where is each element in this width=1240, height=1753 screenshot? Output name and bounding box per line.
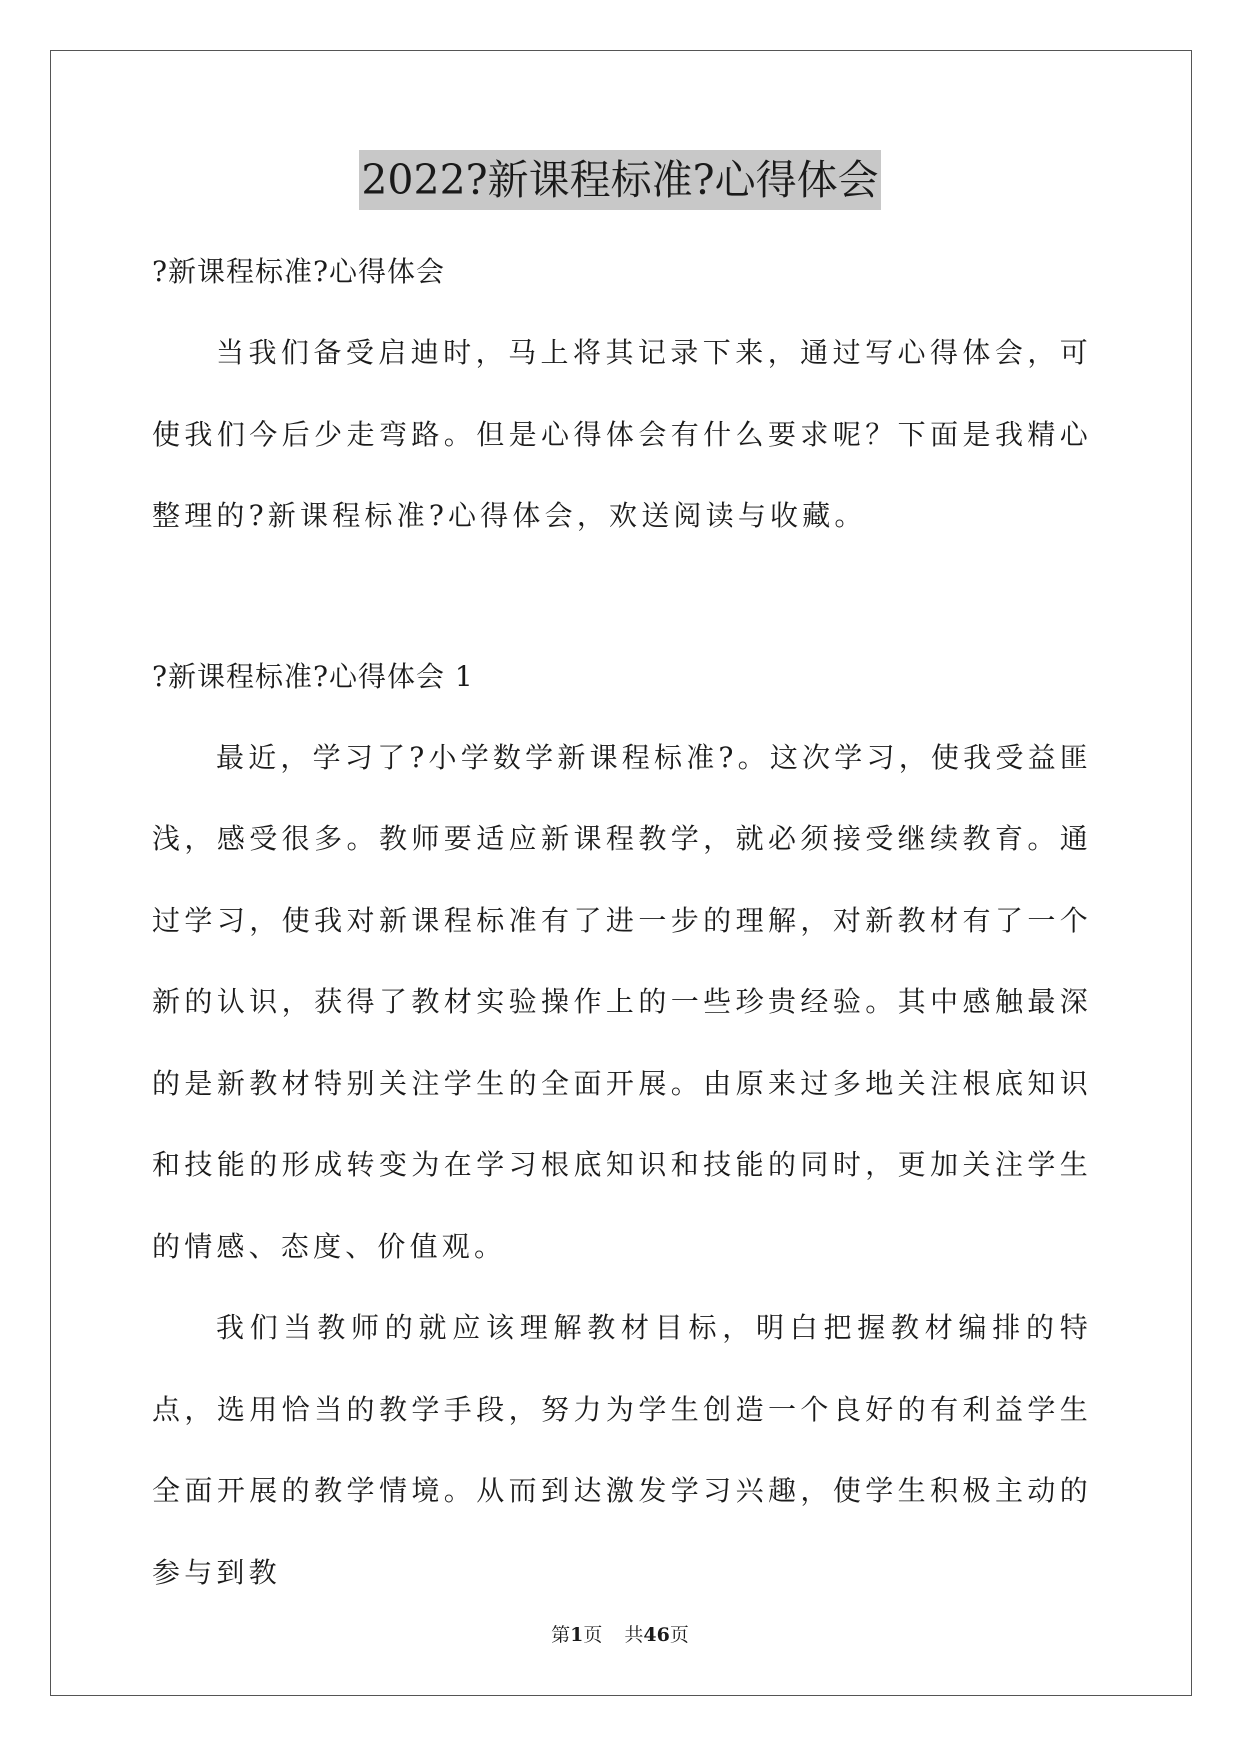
page-prefix: 第 — [551, 1624, 571, 1646]
intro-heading: ?新课程标准?心得体会 — [152, 255, 446, 288]
total-prefix: 共 — [624, 1624, 644, 1646]
document-body — [152, 232, 1092, 1613]
page-footer — [0, 1620, 1240, 1650]
section1-heading: ?新课程标准?心得体会 1 — [152, 659, 474, 693]
section-spacer — [152, 557, 1092, 637]
total-pages: 46 — [643, 1624, 670, 1646]
document-title: 2022?新课程标准?心得体会 — [359, 150, 880, 210]
title-container — [0, 150, 1240, 210]
section1-paragraph-2: 我们当教师的就应该理解教材目标，明白把握教材编排的特点，选用恰当的教学手段，努力为学生创造一个良好的有利益学生全面开展的教学情境。从而到达激发学习兴趣，使学生积极主动的参与到教 — [152, 1311, 1092, 1589]
total-suffix: 页 — [669, 1624, 689, 1646]
page-number: 1 — [570, 1624, 584, 1646]
intro-paragraph: 当我们备受启迪时，马上将其记录下来，通过写心得体会，可使我们今后少走弯路。但是心得体会有什么要求呢？下面是我精心整理的?新课程标准?心得体会，欢送阅读与收藏。 — [152, 336, 1092, 532]
page-suffix: 页 — [583, 1624, 603, 1646]
section1-paragraph-1: 最近，学习了?小学数学新课程标准?。这次学习，使我受益匪浅，感受很多。教师要适应新课程教学，就必须接受继续教育。通过学习，使我对新课程标准有了进一步的理解，对新教材有了一个新的认识，获得了教材实验操作上的一些珍贵经验。其中感触最深的是新教材特别关注学生的全面开展。由原来过多地关注根底知识和技能的形成转变为在学习根底知识和技能的同时，更加关注学生的情感、态度、价值观。 — [152, 740, 1092, 1263]
